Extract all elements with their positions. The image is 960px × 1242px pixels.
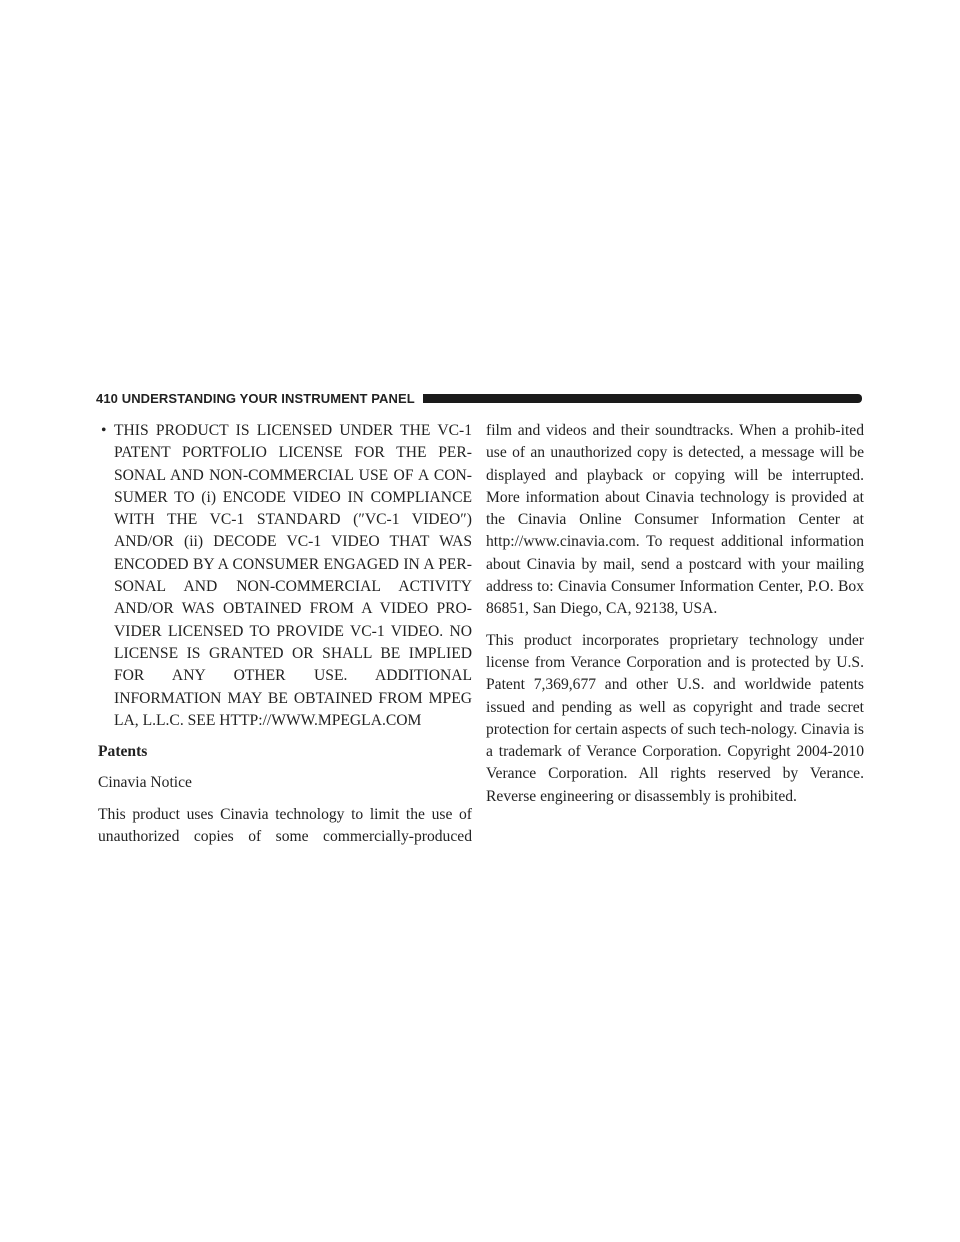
verance-paragraph: This product incorporates proprietary technology under license from Verance Corporation and is protected by U.S. Patent 7,369,677 and other U.S. and worldwide patents issued and pending as well as copyright and trade secret protection for certain aspects of such tech-nology. Cinavia is a trademark of Verance Corporation. Copyright 2004-2010 Verance Corporation. All rights reserved by Verance. Reverse engineering or disassembly is prohibited. [486,631,864,805]
header-rule-bar [423,394,862,403]
left-column [98,420,472,857]
cinavia-detail-paragraph: film and videos and their soundtracks. When a prohib-ited use of an unauthorized copy is detected, a message will be displayed and playback or copying will be interrupted. More information about Cinavia technology is provided at the Cinavia Online Consumer Information Center at http://www.cinavia.com. To request additional information about Cinavia by mail, send a postcard with your mailing address to: Cinavia Consumer Information Center, P.O. Box 86851, San Diego, CA, 92138, USA. [486,422,864,618]
patents-heading: Patents [98,743,148,761]
page-header [96,390,862,406]
cinavia-notice-heading: Cinavia Notice [98,774,192,792]
right-column [486,420,864,817]
bullet-icon: • [101,422,107,439]
cinavia-intro-paragraph: This product uses Cinavia technology to limit the use of unauthorized copies of some commercially-produced [98,805,472,846]
license-bullet-item [98,420,472,732]
page-header-title: 410 UNDERSTANDING YOUR INSTRUMENT PANEL [96,390,415,406]
license-bullet-text: THIS PRODUCT IS LICENSED UNDER THE VC-1 PATENT PORTFOLIO LICENSE FOR THE PER-SONAL AND NON-COMMERCIAL USE OF A CON-SUMER TO (i) ENCODE VIDEO IN COMPLIANCE WITH THE VC-1 STANDARD (″VC-1 VIDEO″) AND/OR (ii) DECODE VC-1 VIDEO THAT WAS ENCODED BY A CONSUMER ENGAGED IN A PER-SONAL AND NON-COMMERCIAL ACTIVITY AND/OR WAS OBTAINED FROM A VIDEO PRO-VIDER LICENSED TO PROVIDE VC-1 VIDEO. NO LICENSE IS GRANTED OR SHALL BE IMPLIED FOR ANY OTHER USE. ADDITIONAL INFORMATION MAY BE OBTAINED FROM MPEG LA, L.L.C. SEE HTTP://WWW.MPEGLA.COM [114,422,472,729]
